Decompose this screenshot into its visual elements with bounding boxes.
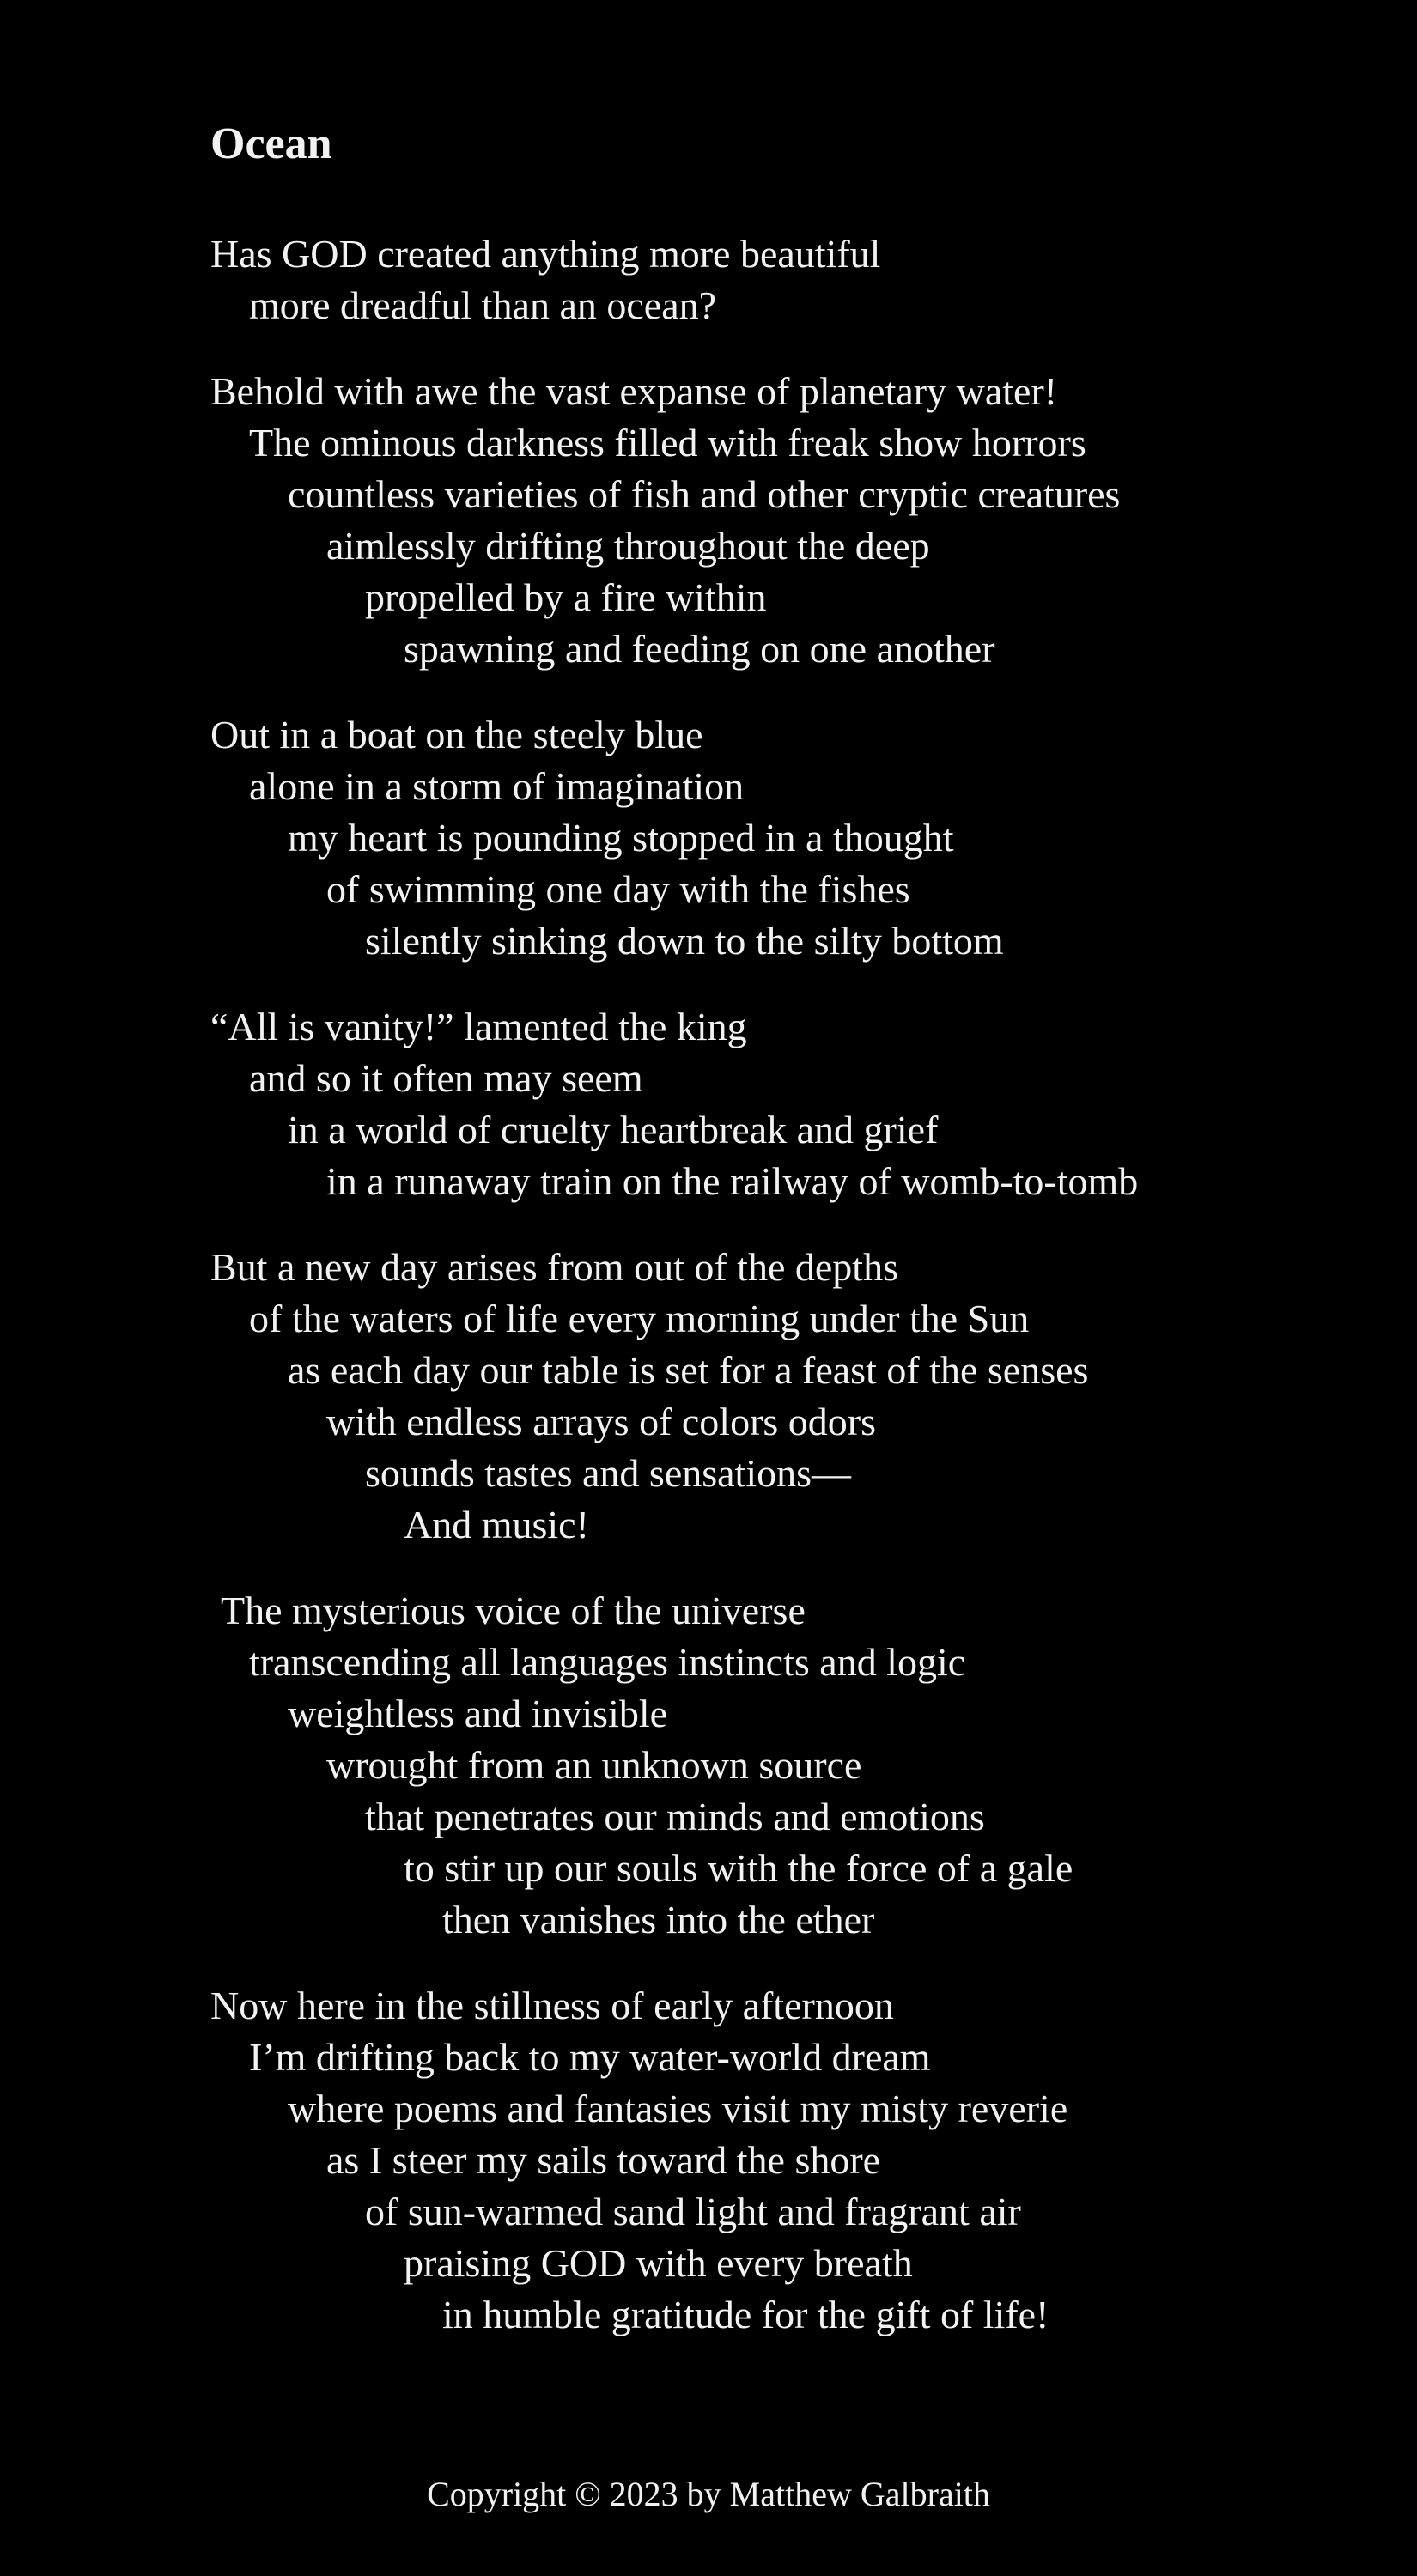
poem-line: of the waters of life every morning under the Sun <box>249 1297 1030 1340</box>
poem-line: and so it often may seem <box>249 1056 643 1100</box>
poem-line: in a world of cruelty heartbreak and grief <box>288 1108 939 1151</box>
poem-line: Now here in the stillness of early afternoon <box>210 1984 894 2027</box>
stanza-2 <box>210 366 1327 675</box>
poem-line: “All is vanity!” lamented the king <box>210 1005 747 1048</box>
poem-line: Out in a boat on the steely blue <box>210 713 703 756</box>
poem-line: Behold with awe the vast expanse of planetary water! <box>210 369 1058 413</box>
poem-line: sounds tastes and sensations— <box>365 1451 852 1495</box>
poem-line: But a new day arises from out of the depths <box>210 1245 898 1289</box>
poem-line: The ominous darkness filled with freak show horrors <box>249 421 1086 465</box>
stanza-5 <box>210 1242 1327 1551</box>
poem-line: propelled by a fire within <box>365 575 767 619</box>
poem-line: in humble gratitude for the gift of life! <box>442 2293 1049 2336</box>
poem-line: of sun-warmed sand light and fragrant air <box>365 2190 1021 2233</box>
poem-line: where poems and fantasies visit my misty reverie <box>288 2087 1068 2130</box>
poem-line: to stir up our souls with the force of a gale <box>404 1846 1073 1890</box>
poem-line: transcending all languages instincts and logic <box>249 1640 966 1684</box>
poem-line: spawning and feeding on one another <box>404 627 995 671</box>
poem-line: my heart is pounding stopped in a thought <box>288 816 954 860</box>
poem-line: praising GOD with every breath <box>404 2241 913 2285</box>
poem-line: I’m drifting back to my water-world dream <box>249 2035 931 2079</box>
poem-line: more dreadful than an ocean? <box>249 283 717 327</box>
poem-title: Ocean <box>210 119 332 168</box>
poem-line: alone in a storm of imagination <box>249 764 745 808</box>
stanza-1 <box>210 228 1327 331</box>
poem-line: Has GOD created anything more beautiful <box>210 232 881 276</box>
poem-line: wrought from an unknown source <box>326 1743 862 1787</box>
poem-line: And music! <box>404 1503 589 1546</box>
poem-line: as each day our table is set for a feast of the senses <box>288 1348 1089 1392</box>
stanza-7 <box>210 1980 1327 2341</box>
poem-line: aimlessly drifting throughout the deep <box>326 524 930 568</box>
poem-line: The mysterious voice of the universe <box>221 1589 806 1632</box>
poem-line: silently sinking down to the silty bottom <box>365 919 1004 963</box>
poem-line: in a runaway train on the railway of womb-to-tomb <box>326 1159 1139 1203</box>
poem-body <box>210 228 1327 2375</box>
poem-line: as I steer my sails toward the shore <box>326 2138 881 2182</box>
poem-line: that penetrates our minds and emotions <box>365 1795 985 1838</box>
stanza-4 <box>210 1001 1327 1207</box>
poem-line: weightless and invisible <box>288 1692 668 1735</box>
poem-line: of swimming one day with the fishes <box>326 867 910 911</box>
copyright-notice: Copyright © 2023 by Matthew Galbraith <box>427 2475 990 2513</box>
poem-line: then vanishes into the ether <box>442 1898 875 1941</box>
poem-line: with endless arrays of colors odors <box>326 1400 877 1443</box>
poem-line: countless varieties of fish and other cryptic creatures <box>288 472 1121 516</box>
stanza-3 <box>210 709 1327 967</box>
stanza-6 <box>210 1585 1327 1946</box>
